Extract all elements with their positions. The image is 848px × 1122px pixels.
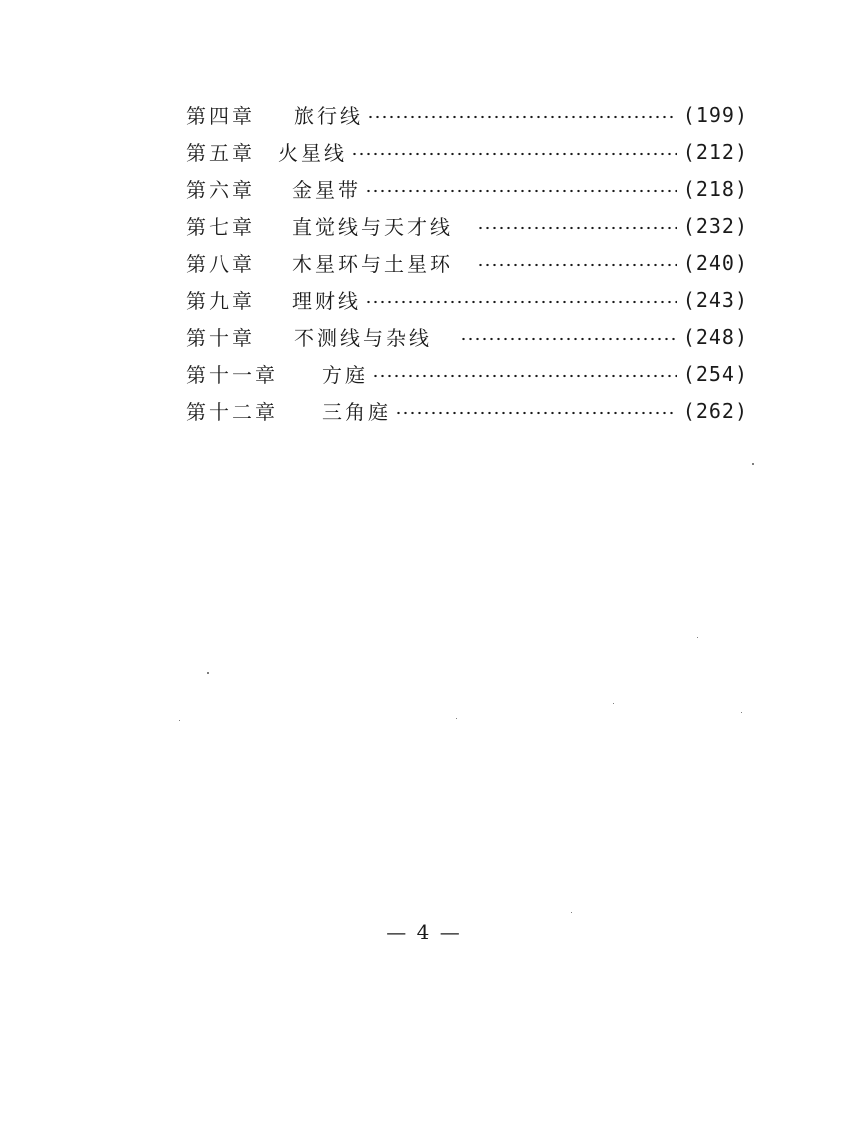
table-of-contents <box>186 96 748 429</box>
toc-entry-ch9 <box>186 281 748 318</box>
scan-speck <box>613 703 614 704</box>
toc-chapter-label: 第五章 <box>186 141 255 165</box>
toc-entry-ch7 <box>186 207 748 244</box>
page-number-footer: — 4 — <box>386 920 462 944</box>
toc-chapter-label: 第十章 <box>186 326 255 350</box>
toc-dot-leader <box>460 335 677 343</box>
toc-dot-leader <box>365 187 677 195</box>
toc-chapter-label: 第四章 <box>186 104 255 128</box>
toc-chapter-label: 第九章 <box>186 289 255 313</box>
toc-page-number: (212) <box>682 139 748 164</box>
scan-speck <box>179 720 180 721</box>
toc-dot-leader <box>365 298 677 306</box>
toc-page-number: (232) <box>682 213 748 238</box>
toc-entry-ch4 <box>186 96 748 133</box>
scan-speck <box>697 637 698 638</box>
toc-dot-leader <box>477 261 677 269</box>
toc-page-number: (262) <box>682 398 748 423</box>
toc-title: 方庭 <box>322 363 368 387</box>
scan-speck <box>752 463 754 465</box>
toc-entry-ch11 <box>186 355 748 392</box>
toc-title: 木星环与土星环 <box>292 252 453 276</box>
toc-chapter-label: 第八章 <box>186 252 255 276</box>
toc-dot-leader <box>372 372 677 380</box>
toc-chapter-label: 第十二章 <box>186 400 278 424</box>
toc-dot-leader <box>477 224 677 232</box>
toc-title: 不测线与杂线 <box>294 326 432 350</box>
toc-page-number: (199) <box>682 102 748 127</box>
toc-title: 金星带 <box>292 178 361 202</box>
toc-page-number: (243) <box>682 287 748 312</box>
toc-title: 直觉线与天才线 <box>292 215 453 239</box>
toc-page-number: (240) <box>682 250 748 275</box>
toc-dot-leader <box>395 409 677 417</box>
scan-speck <box>571 912 572 913</box>
toc-title: 三角庭 <box>322 400 391 424</box>
toc-entry-ch10 <box>186 318 748 355</box>
toc-chapter-label: 第七章 <box>186 215 255 239</box>
toc-chapter-label: 第六章 <box>186 178 255 202</box>
toc-dot-leader <box>351 150 677 158</box>
toc-chapter-label: 第十一章 <box>186 363 278 387</box>
toc-title: 火星线 <box>278 141 347 165</box>
toc-entry-ch12 <box>186 392 748 429</box>
toc-entry-ch5 <box>186 133 748 170</box>
toc-title: 旅行线 <box>294 104 363 128</box>
toc-entry-ch8 <box>186 244 748 281</box>
toc-title: 理财线 <box>292 289 361 313</box>
toc-page-number: (218) <box>682 176 748 201</box>
scan-speck <box>207 672 209 674</box>
toc-dot-leader <box>367 113 677 121</box>
toc-page-number: (248) <box>682 324 748 349</box>
toc-entry-ch6 <box>186 170 748 207</box>
toc-page-number: (254) <box>682 361 748 386</box>
scan-speck <box>456 718 457 719</box>
scan-speck <box>741 712 742 713</box>
